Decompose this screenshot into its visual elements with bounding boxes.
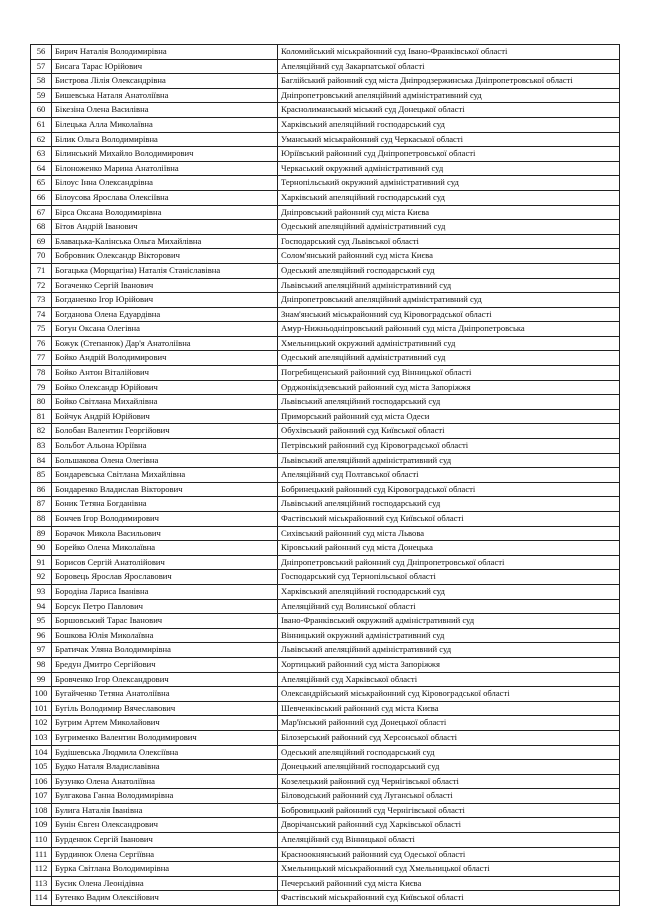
table-row — [31, 249, 620, 264]
court-name: Печерський районний суд міста Києва — [278, 876, 620, 891]
table-row — [31, 380, 620, 395]
row-number: 56 — [31, 45, 52, 60]
judge-name: Бурка Світлана Володимирівна — [52, 862, 278, 877]
court-name: Вінницький окружний адміністративний суд — [278, 628, 620, 643]
row-number: 81 — [31, 409, 52, 424]
judge-name: Бірса Оксана Володимирівна — [52, 205, 278, 220]
table-row — [31, 176, 620, 191]
row-number: 105 — [31, 760, 52, 775]
table-row — [31, 293, 620, 308]
court-name: Обухівський районний суд Київської області — [278, 424, 620, 439]
row-number: 72 — [31, 278, 52, 293]
table-row — [31, 701, 620, 716]
judge-name: Боршовський Тарас Іванович — [52, 614, 278, 629]
judge-name: Бойко Олександр Юрійович — [52, 380, 278, 395]
judge-name: Борачок Микола Васильович — [52, 526, 278, 541]
judge-name: Бітов Андрій Іванович — [52, 220, 278, 235]
judge-name: Болобан Валентин Георгійович — [52, 424, 278, 439]
table-row — [31, 512, 620, 527]
judge-name: Бончев Ігор Володимирович — [52, 512, 278, 527]
row-number: 109 — [31, 818, 52, 833]
judge-name: Бурденюк Сергій Іванович — [52, 833, 278, 848]
row-number: 104 — [31, 745, 52, 760]
judge-name: Братичак Уляна Володимирівна — [52, 643, 278, 658]
judge-name: Бондаренко Владислав Вікторович — [52, 482, 278, 497]
judges-table — [30, 44, 620, 906]
court-name: Львівський апеляційний господарський суд — [278, 497, 620, 512]
judge-name: Бугайченко Тетяна Анатоліївна — [52, 687, 278, 702]
row-number: 69 — [31, 234, 52, 249]
judge-name: Богацька (Морщагіна) Наталія Станіславівна — [52, 263, 278, 278]
table-row — [31, 307, 620, 322]
table-row — [31, 687, 620, 702]
court-name: Хмельницький міськрайонний суд Хмельницької області — [278, 862, 620, 877]
judge-name: Бошкова Юлія Миколаївна — [52, 628, 278, 643]
court-name: Коломийський міськрайонний суд Івано-Франківської області — [278, 45, 620, 60]
row-number: 112 — [31, 862, 52, 877]
table-row — [31, 468, 620, 483]
row-number: 114 — [31, 891, 52, 906]
court-name: Мар'їнський районний суд Донецької області — [278, 716, 620, 731]
court-name: Харківський апеляційний господарський суд — [278, 584, 620, 599]
table-row — [31, 132, 620, 147]
judge-name: Білецька Алла Миколаївна — [52, 117, 278, 132]
judge-name: Борейко Олена Миколаївна — [52, 541, 278, 556]
court-name: Господарський суд Львівської області — [278, 234, 620, 249]
judge-name: Блавацька-Калінська Ольга Михайлівна — [52, 234, 278, 249]
row-number: 60 — [31, 103, 52, 118]
court-name: Одеський апеляційний адміністративний суд — [278, 351, 620, 366]
judge-name: Білоусова Ярослава Олексіївна — [52, 190, 278, 205]
row-number: 110 — [31, 833, 52, 848]
table-row — [31, 555, 620, 570]
table-row — [31, 760, 620, 775]
row-number: 79 — [31, 380, 52, 395]
court-name: Апеляційний суд Полтавської області — [278, 468, 620, 483]
table-row — [31, 453, 620, 468]
row-number: 71 — [31, 263, 52, 278]
judge-name: Бутенко Вадим Олексійович — [52, 891, 278, 906]
row-number: 62 — [31, 132, 52, 147]
court-name: Апеляційний суд Закарпатської області — [278, 59, 620, 74]
court-name: Хмельницький окружний адміністративний суд — [278, 336, 620, 351]
row-number: 83 — [31, 439, 52, 454]
row-number: 97 — [31, 643, 52, 658]
court-name: Одеський апеляційний господарський суд — [278, 745, 620, 760]
table-row — [31, 628, 620, 643]
judge-name: Бусик Олена Леонідівна — [52, 876, 278, 891]
table-row — [31, 45, 620, 60]
court-name: Апеляційний суд Волинської області — [278, 599, 620, 614]
court-name: Орджонікідзевський районний суд міста Запоріжжя — [278, 380, 620, 395]
court-name: Одеський апеляційний господарський суд — [278, 263, 620, 278]
table-row — [31, 833, 620, 848]
judge-name: Борсук Петро Павлович — [52, 599, 278, 614]
row-number: 64 — [31, 161, 52, 176]
court-name: Амур-Нижньодніпровський районний суд міста Дніпропетровська — [278, 322, 620, 337]
row-number: 86 — [31, 482, 52, 497]
court-name: Апеляційний суд Вінницької області — [278, 833, 620, 848]
court-name: Баглійський районний суд міста Дніпродзержинська Дніпропетровської області — [278, 74, 620, 89]
judge-name: Богданова Олена Едуардівна — [52, 307, 278, 322]
table-row — [31, 891, 620, 906]
table-row — [31, 803, 620, 818]
court-name: Дніпропетровський районний суд Дніпропетровської області — [278, 555, 620, 570]
row-number: 108 — [31, 803, 52, 818]
table-row — [31, 88, 620, 103]
table-row — [31, 205, 620, 220]
court-name: Бобринецький районний суд Кіровоградської області — [278, 482, 620, 497]
judge-name: Білинський Михайло Володимирович — [52, 147, 278, 162]
table-row — [31, 59, 620, 74]
judge-name: Білоноженко Марина Анатоліївна — [52, 161, 278, 176]
judge-name: Боровець Ярослав Ярославович — [52, 570, 278, 585]
judge-name: Больбот Альона Юріївна — [52, 439, 278, 454]
row-number: 89 — [31, 526, 52, 541]
judge-name: Бисага Тарас Юрійович — [52, 59, 278, 74]
judge-name: Бунін Євген Олександрович — [52, 818, 278, 833]
table-row — [31, 643, 620, 658]
row-number: 92 — [31, 570, 52, 585]
judge-name: Бурдинюк Олена Сергіївна — [52, 847, 278, 862]
court-name: Петрівський районний суд Кіровоградської області — [278, 439, 620, 454]
row-number: 99 — [31, 672, 52, 687]
row-number: 96 — [31, 628, 52, 643]
judge-name: Богаченко Сергій Іванович — [52, 278, 278, 293]
court-name: Краснолиманський міський суд Донецької області — [278, 103, 620, 118]
judge-name: Бирич Наталія Володимирівна — [52, 45, 278, 60]
judge-name: Бистрова Лілія Олександрівна — [52, 74, 278, 89]
judge-name: Бишевська Наталя Анатоліївна — [52, 88, 278, 103]
row-number: 98 — [31, 657, 52, 672]
table-row — [31, 74, 620, 89]
judge-name: Бузунко Олена Анатоліївна — [52, 774, 278, 789]
court-name: Сихівський районний суд міста Львова — [278, 526, 620, 541]
row-number: 66 — [31, 190, 52, 205]
row-number: 93 — [31, 584, 52, 599]
row-number: 82 — [31, 424, 52, 439]
table-row — [31, 672, 620, 687]
court-name: Господарський суд Тернопільської області — [278, 570, 620, 585]
row-number: 111 — [31, 847, 52, 862]
judge-name: Будко Наталя Владиславівна — [52, 760, 278, 775]
court-name: Дворічанський районний суд Харківської області — [278, 818, 620, 833]
judge-name: Бондаревська Світлана Михайлівна — [52, 468, 278, 483]
court-name: Апеляційний суд Харківської області — [278, 672, 620, 687]
row-number: 65 — [31, 176, 52, 191]
judge-name: Булига Наталія Іванівна — [52, 803, 278, 818]
court-name: Біловодський районний суд Луганської області — [278, 789, 620, 804]
table-row — [31, 847, 620, 862]
row-number: 78 — [31, 366, 52, 381]
row-number: 101 — [31, 701, 52, 716]
row-number: 80 — [31, 395, 52, 410]
table-row — [31, 278, 620, 293]
table-row — [31, 570, 620, 585]
table-row — [31, 117, 620, 132]
court-name: Донецький апеляційний господарський суд — [278, 760, 620, 775]
table-row — [31, 584, 620, 599]
row-number: 113 — [31, 876, 52, 891]
court-name: Дніпропетровський апеляційний адміністративний суд — [278, 88, 620, 103]
row-number: 87 — [31, 497, 52, 512]
court-name: Бобровицький районний суд Чернігівської області — [278, 803, 620, 818]
row-number: 70 — [31, 249, 52, 264]
judge-name: Бугіль Володимир Вячеславович — [52, 701, 278, 716]
court-name: Хортицький районний суд міста Запоріжжя — [278, 657, 620, 672]
court-name: Шевченківський районний суд міста Києва — [278, 701, 620, 716]
court-name: Одеський апеляційний адміністративний суд — [278, 220, 620, 235]
court-name: Львівський апеляційний адміністративний суд — [278, 278, 620, 293]
court-name: Харківський апеляційний господарський суд — [278, 190, 620, 205]
table-row — [31, 789, 620, 804]
table-row — [31, 351, 620, 366]
table-row — [31, 482, 620, 497]
table-row — [31, 220, 620, 235]
row-number: 74 — [31, 307, 52, 322]
table-row — [31, 409, 620, 424]
court-name: Львівський апеляційний господарський суд — [278, 395, 620, 410]
court-name: Юріївський районний суд Дніпропетровської області — [278, 147, 620, 162]
table-row — [31, 190, 620, 205]
judge-name: Бойко Світлана Михайлівна — [52, 395, 278, 410]
court-name: Черкаський окружний адміністративний суд — [278, 161, 620, 176]
judge-name: Будішевська Людмила Олексіївна — [52, 745, 278, 760]
court-name: Олександрійський міськрайонний суд Кіровоградської області — [278, 687, 620, 702]
court-name: Кіровський районний суд міста Донецька — [278, 541, 620, 556]
table-row — [31, 147, 620, 162]
table-row — [31, 234, 620, 249]
judge-name: Бородіна Лариса Іванівна — [52, 584, 278, 599]
row-number: 75 — [31, 322, 52, 337]
table-row — [31, 439, 620, 454]
table-row — [31, 336, 620, 351]
table-row — [31, 322, 620, 337]
court-name: Солом'янський районний суд міста Києва — [278, 249, 620, 264]
row-number: 102 — [31, 716, 52, 731]
table-row — [31, 395, 620, 410]
court-name: Знам'янський міськрайонний суд Кіровоградської області — [278, 307, 620, 322]
table-row — [31, 730, 620, 745]
judge-name: Бобровник Олександр Вікторович — [52, 249, 278, 264]
court-name: Львівський апеляційний адміністративний суд — [278, 453, 620, 468]
row-number: 57 — [31, 59, 52, 74]
table-row — [31, 526, 620, 541]
row-number: 59 — [31, 88, 52, 103]
row-number: 61 — [31, 117, 52, 132]
row-number: 91 — [31, 555, 52, 570]
judge-name: Булгакова Ганна Володимирівна — [52, 789, 278, 804]
court-name: Івано-Франківський окружний адміністративний суд — [278, 614, 620, 629]
row-number: 100 — [31, 687, 52, 702]
table-row — [31, 614, 620, 629]
court-name: Красноокнянський районний суд Одеської області — [278, 847, 620, 862]
table-row — [31, 774, 620, 789]
judge-name: Білик Ольга Володимирівна — [52, 132, 278, 147]
table-row — [31, 745, 620, 760]
row-number: 90 — [31, 541, 52, 556]
judge-name: Бровченко Ігор Олександрович — [52, 672, 278, 687]
court-name: Білозерський районний суд Херсонської області — [278, 730, 620, 745]
row-number: 77 — [31, 351, 52, 366]
table-row — [31, 424, 620, 439]
row-number: 68 — [31, 220, 52, 235]
judge-name: Бугрим Артем Миколайович — [52, 716, 278, 731]
court-name: Козелецький районний суд Чернігівської області — [278, 774, 620, 789]
court-name: Фастівський міськрайонний суд Київської області — [278, 512, 620, 527]
row-number: 107 — [31, 789, 52, 804]
row-number: 95 — [31, 614, 52, 629]
court-name: Фастівський міськрайонний суд Київської області — [278, 891, 620, 906]
row-number: 84 — [31, 453, 52, 468]
judge-name: Бугрименко Валентин Володимирович — [52, 730, 278, 745]
row-number: 88 — [31, 512, 52, 527]
judge-name: Божук (Степанюк) Дар'я Анатоліївна — [52, 336, 278, 351]
judge-name: Боник Тетяна Богданівна — [52, 497, 278, 512]
table-row — [31, 161, 620, 176]
table-row — [31, 657, 620, 672]
table-row — [31, 716, 620, 731]
judge-name: Бредун Дмитро Сергійович — [52, 657, 278, 672]
table-row — [31, 541, 620, 556]
table-row — [31, 497, 620, 512]
court-name: Дніпропетровський апеляційний адміністративний суд — [278, 293, 620, 308]
table-row — [31, 862, 620, 877]
judge-name: Білоус Інна Олександрівна — [52, 176, 278, 191]
row-number: 58 — [31, 74, 52, 89]
row-number: 73 — [31, 293, 52, 308]
judge-name: Бойко Андрій Володимирович — [52, 351, 278, 366]
table-row — [31, 599, 620, 614]
row-number: 76 — [31, 336, 52, 351]
row-number: 106 — [31, 774, 52, 789]
row-number: 63 — [31, 147, 52, 162]
court-name: Погребищенський районний суд Вінницької області — [278, 366, 620, 381]
court-name: Харківський апеляційний господарський суд — [278, 117, 620, 132]
table-row — [31, 366, 620, 381]
judge-name: Богун Оксана Олегівна — [52, 322, 278, 337]
court-name: Дніпровський районний суд міста Києва — [278, 205, 620, 220]
table-row — [31, 103, 620, 118]
judge-name: Бойко Антон Віталійович — [52, 366, 278, 381]
judge-name: Бойчук Андрій Юрійович — [52, 409, 278, 424]
judge-name: Борисов Сергій Анатолійович — [52, 555, 278, 570]
judge-name: Большакова Олена Олегівна — [52, 453, 278, 468]
table-row — [31, 263, 620, 278]
table-row — [31, 876, 620, 891]
court-name: Уманський міськрайонний суд Черкаської області — [278, 132, 620, 147]
document-page — [30, 44, 619, 906]
row-number: 85 — [31, 468, 52, 483]
row-number: 103 — [31, 730, 52, 745]
judge-name: Бікезіна Олена Василівна — [52, 103, 278, 118]
table-row — [31, 818, 620, 833]
court-name: Львівський апеляційний адміністративний суд — [278, 643, 620, 658]
row-number: 67 — [31, 205, 52, 220]
row-number: 94 — [31, 599, 52, 614]
court-name: Тернопільський окружний адміністративний суд — [278, 176, 620, 191]
judge-name: Богданенко Ігор Юрійович — [52, 293, 278, 308]
court-name: Приморський районний суд міста Одеси — [278, 409, 620, 424]
